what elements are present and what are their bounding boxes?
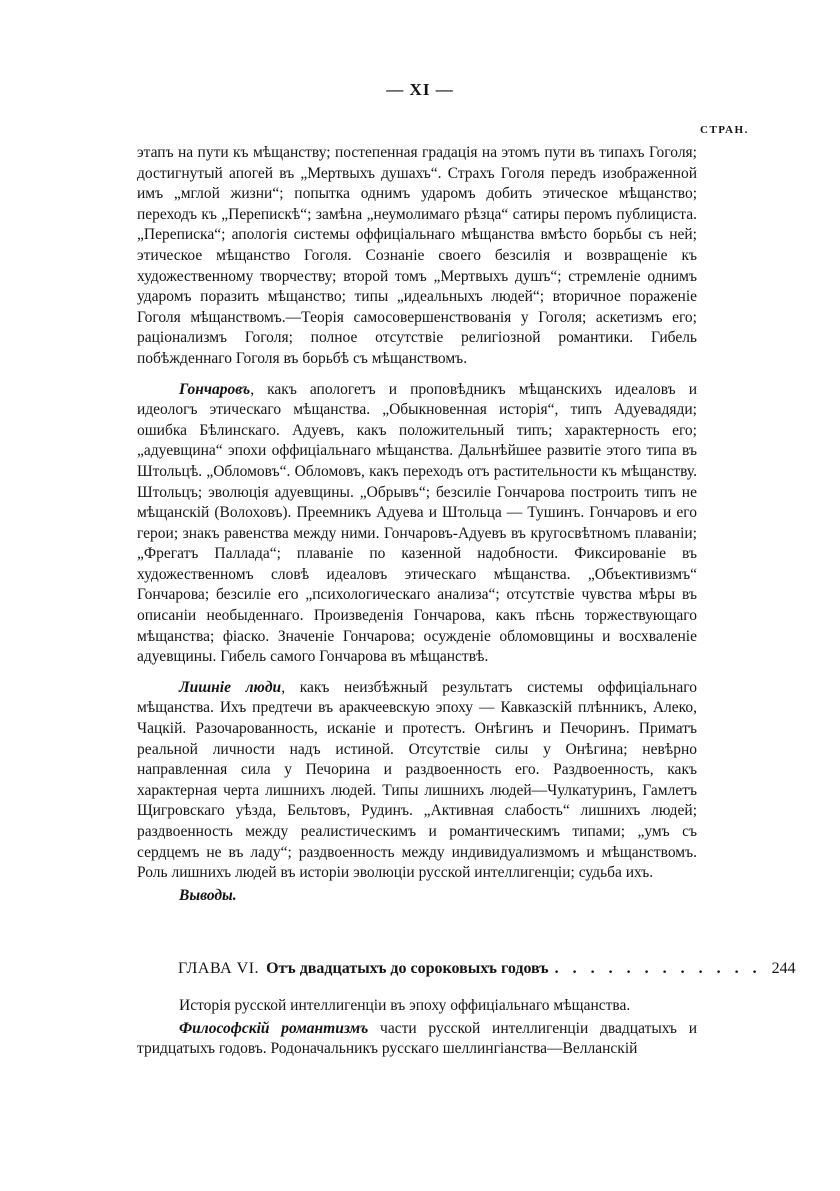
romanticism-lead: Философскій романтизмъ	[179, 1019, 369, 1037]
goncharov-paragraph	[137, 380, 697, 668]
page-column-label: СТРАН.	[700, 124, 749, 136]
chapter-page-number: 244	[771, 960, 796, 977]
section-body	[137, 143, 697, 906]
superfluous-men-lead: Лишніе люди	[179, 678, 282, 696]
chapter-body	[137, 996, 697, 1060]
romanticism-paragraph	[137, 1019, 697, 1060]
goncharov-lead: Гончаровъ	[179, 380, 251, 398]
chapter-intro: Исторія русской интеллигенціи въ эпоху оффиціальнаго мѣщанства.	[179, 997, 631, 1014]
dot-leaders: . . . . . . . . . . . .	[554, 960, 762, 977]
chapter-title: Отъ двадцатыхъ до сороковыхъ годовъ	[266, 960, 549, 977]
goncharov-text: , какъ апологетъ и проповѣдникъ мѣщанскихъ идеаловъ и идеологъ этическаго мѣщанства. „Обыкновенная исторія“, типъ Адуевадяди; ошибка Бѣлинскаго. Адуевъ, какъ положительный типъ; характерность его; „адуевщина“ эпохи оффиціальнаго мѣщанства. Дальнѣйшее развитіе этого типа въ Штольцѣ. „Обломовъ“. Обломовъ, какъ переходъ отъ растительности къ мѣщанству. Штольцъ; эволюція адуевщины. „Обрывъ“; безсиліе Гончарова построить типъ не мѣщанскій (Волоховъ). Преемникъ Адуева и Штольца — Тушинъ. Гончаровъ и его герои; знакъ равенства между ними. Гончаровъ-Адуевъ въ кругосвѣтномъ плаваніи; „Фрегатъ Паллада“; плаваніе по казенной надобности. Фиксированіе въ художественномъ словѣ идеаловъ этическаго мѣщанства. „Объективизмъ“ Гончарова; безсиліе его „психологическаго анализа“; отсутствіе чувства мѣры въ описаніи необыденнаго. Произведенія Гончарова, какъ пѣснь торжествующаго мѣщанства; фіаско. Значеніе Гончарова; осужденіе обломовщины и восхваленіе адуевщины. Гибель самого Гончарова въ мѣщанствѣ.	[137, 380, 697, 666]
chapter-number: ГЛАВА VI.	[178, 960, 260, 977]
page-number: — XI —	[386, 80, 454, 99]
superfluous-men-paragraph	[137, 678, 697, 884]
superfluous-men-text: , какъ неизбѣжный результатъ системы оффиціальнаго мѣщанства. Ихъ предтечи въ аракчеевскую эпоху — Кавказскій плѣнникъ, Алеко, Чацкій. Разочарованность, исканіе и протестъ. Онѣгинъ и Печоринъ. Приматъ реальной личности надъ истиной. Отсутствіе силы у Онѣгина; невѣрно направленная сила у Печорина и раздвоенность его. Раздвоенность, какъ характерная черта лишнихъ людей. Типы лишнихъ людей—Чулкатуринъ, Гамлетъ Щигровскаго уѣзда, Бельтовъ, Рудинъ. „Активная слабость“ лишнихъ людей; раздвоенность между реалистическимъ и романтическимъ типами; „умъ съ сердцемъ не въ ладу“; раздвоенность между индивидуализмомъ и мѣщанствомъ. Роль лишнихъ людей въ исторіи эволюціи русской интеллигенціи; судьба ихъ.	[137, 678, 697, 882]
gogol-paragraph: этапъ на пути къ мѣщанству; постепенная градація на этомъ пути въ типахъ Гоголя; достигнутый апогей въ „Мертвыхъ душахъ“. Страхъ Гоголя передъ изображенной имъ „мглой жизни“; попытка однимъ ударомъ добить этическое мѣщанство; переходъ къ „Перепискѣ“; замѣна „неумолимаго рѣзца“ сатиры перомъ публициста. „Переписка“; апологія системы оффиціальнаго мѣщанства вмѣсто борьбы съ ней; этическое мѣщанство Гоголя. Сознаніе своего безсилія и возвращеніе къ художественному творчеству; второй томъ „Мертвыхъ душъ“; стремленіе однимъ ударомъ поразить мѣщанство; типы „идеальныхъ людей“; вторичное пораженіе Гоголя мѣщанствомъ.—Теорія самосовершенствованія у Гоголя; аскетизмъ его; раціонализмъ Гоголя; полное отсутствіе религіозной романтики. Гибель побѣжденнаго Гоголя въ борьбѣ съ мѣщанствомъ.	[137, 144, 697, 367]
chapter-heading	[178, 960, 796, 978]
conclusions-heading: Выводы.	[179, 886, 237, 904]
romanticism-text: части русской интеллигенціи двадцатыхъ и тридцатыхъ годовъ. Родоначальникъ русскаго шеллингіанства—Велланскій	[137, 1019, 697, 1058]
